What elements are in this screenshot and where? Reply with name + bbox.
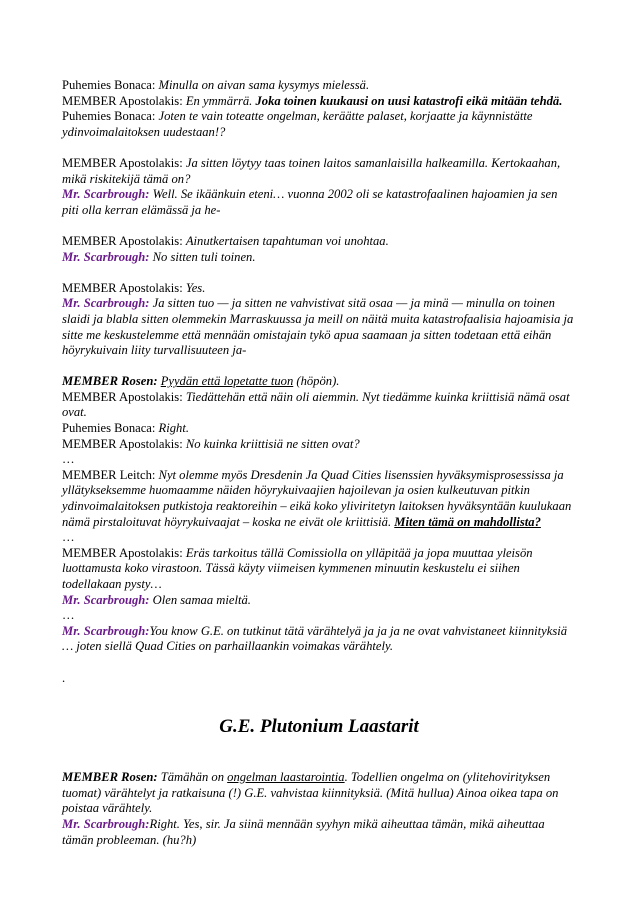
speech: En ymmärrä. xyxy=(185,93,256,108)
speaker: Mr. Scarbrough: xyxy=(62,296,153,311)
line-bonaca-3 xyxy=(62,421,576,437)
speech: Tämähän on xyxy=(160,770,228,785)
line-apostolakis-2 xyxy=(62,156,576,187)
speaker: Puhemies Bonaca: xyxy=(62,421,159,436)
speech-underlined: ongelman laastarointia xyxy=(227,770,345,785)
speech: Olen samaa mieltä. xyxy=(152,592,251,607)
line-rosen-2 xyxy=(62,770,576,817)
line-apostolakis-4 xyxy=(62,281,576,297)
speaker: Mr. Scarbrough: xyxy=(62,623,150,638)
ellipsis-2: … xyxy=(62,530,75,545)
speech: (höpön). xyxy=(293,374,340,389)
line-scarbrough-2 xyxy=(62,250,576,266)
speaker: MEMBER Apostolakis: xyxy=(62,389,186,404)
speaker: MEMBER Apostolakis: xyxy=(62,280,186,295)
line-leitch-1 xyxy=(62,468,576,530)
line-apostolakis-5 xyxy=(62,390,576,421)
speaker: MEMBER Rosen: xyxy=(62,374,161,389)
line-bonaca-1 xyxy=(62,78,576,94)
speaker: Puhemies Bonaca: xyxy=(62,78,159,92)
speech: Nyt olemme myös Dresdenin Ja Quad Cities lisenssien hyväksymisprosessissa ja yllätykseksemme huomaamme näiden höyrykuivaajien hajoilevan ja osien kulkeutuvan pitkin ydinvoimalaitoksen putkistoja reaktoreihin – eikä koko yliviritetyn laitoksen hyväksyntään kuulukaan nämä pirstaloituvat höyrykuivaajat – koska ne eivät ole kriittisiä. xyxy=(62,467,572,529)
speaker: Mr. Scarbrough: xyxy=(62,187,153,202)
line-apostolakis-3 xyxy=(62,234,576,250)
speech: You know G.E. on tutkinut tätä värähtelyä ja ja ja ne ovat vahvistaneet kiinnityksiä … joten siellä Quad Cities on parhaillaankin voimakas värähtely. xyxy=(62,623,568,654)
speaker: MEMBER Apostolakis: xyxy=(62,233,186,248)
speech: Ja sitten löytyy taas toinen laitos samanlaisilla halkeamilla. Kertokaahan, mikä riskitekijä tämä on? xyxy=(62,155,561,186)
speech: Right. xyxy=(158,421,189,436)
ellipsis-1: … xyxy=(62,452,75,467)
speech: No sitten tuli toinen. xyxy=(152,249,256,264)
line-scarbrough-6 xyxy=(62,817,576,848)
speaker: MEMBER Apostolakis: xyxy=(62,436,186,451)
speech: Minulla on aivan sama kysymys mielessä. xyxy=(158,78,370,92)
separator-dot: . xyxy=(62,670,66,685)
line-scarbrough-3 xyxy=(62,296,576,358)
speech-emphasis: Joka toinen kuukausi on uusi katastrofi eikä mitään tehdä. xyxy=(255,93,563,108)
line-apostolakis-7 xyxy=(62,546,576,593)
ellipsis-3: … xyxy=(62,608,75,623)
line-rosen-1 xyxy=(62,374,576,390)
speaker: Mr. Scarbrough: xyxy=(62,816,150,831)
speaker: MEMBER Apostolakis: xyxy=(62,545,186,560)
speech: Joten te vain toteatte ongelman, keräätte palaset, korjaatte ja käynnistätte ydinvoimalaitoksen uudestaan!? xyxy=(62,109,533,139)
speech: No kuinka kriittisiä ne sitten ovat? xyxy=(185,436,360,451)
speech: Tiedättehän että näin oli aiemmin. Nyt tiedämme kuinka kriittisiä nämä osat ovat. xyxy=(62,389,570,420)
speaker: MEMBER Apostolakis: xyxy=(62,93,186,108)
speech: Yes. xyxy=(185,280,206,295)
speech: Ja sitten tuo — ja sitten ne vahvistivat sitä osaa — ja minä — minulla on toinen slaidi ja blabla sitten olemmekin Marraskuussa ja meill on näitä muita katastrofaalisia hajoamisia ja sitte me keskustelemme että mennään omistajain tykö apua saamaan ja sitten todetaan että eihän höyrykuivain liity turvallisuuteen ja- xyxy=(62,296,574,358)
speech: Right. Yes, sir. Ja siinä mennään syyhyn mikä aiheuttaa tämän, mikä aiheuttaa tämän probleeman. (hu?h) xyxy=(62,816,545,847)
line-bonaca-2 xyxy=(62,109,576,140)
speech-emphasis: Miten tämä on mahdollista? xyxy=(394,514,541,529)
line-scarbrough-4 xyxy=(62,593,576,609)
line-apostolakis-6 xyxy=(62,437,576,453)
speech: . Todellien ongelma on (ylitehovirityksen tuomat) värähtelyt ja ratkaisuna (!) G.E. vahvistaa kiinnityksiä. (Mitä hullua) Ainoa oikea tapa on poistaa värähtely. xyxy=(62,770,559,816)
speaker: Mr. Scarbrough: xyxy=(62,249,153,264)
speech-underlined: Pyydän että lopetatte tuon xyxy=(160,374,294,389)
speaker: Mr. Scarbrough: xyxy=(62,592,153,607)
speech: Ainutkertaisen tapahtuman voi unohtaa. xyxy=(185,233,389,248)
speaker: MEMBER Rosen: xyxy=(62,770,161,785)
line-scarbrough-1 xyxy=(62,187,576,218)
speaker: MEMBER Apostolakis: xyxy=(62,155,186,170)
line-scarbrough-5 xyxy=(62,624,576,655)
line-apostolakis-1 xyxy=(62,94,576,110)
speaker: MEMBER Leitch: xyxy=(62,467,159,482)
section-title: G.E. Plutonium Laastarit xyxy=(219,716,419,738)
speech: Well. Se ikäänkuin eteni… vuonna 2002 oli se katastrofaalinen hajoamien ja sen piti olla kerran elämässä ja he- xyxy=(62,187,558,217)
speech: Eräs tarkoitus tällä Comissiolla on ylläpitää ja jopa muuttaa yleisön luottamusta koko virastoon. Tässä käyty viimeisen kymmenen minuutin keskustelu ei siihen todellakaan pysty… xyxy=(62,545,533,591)
speaker: Puhemies Bonaca: xyxy=(62,109,159,124)
